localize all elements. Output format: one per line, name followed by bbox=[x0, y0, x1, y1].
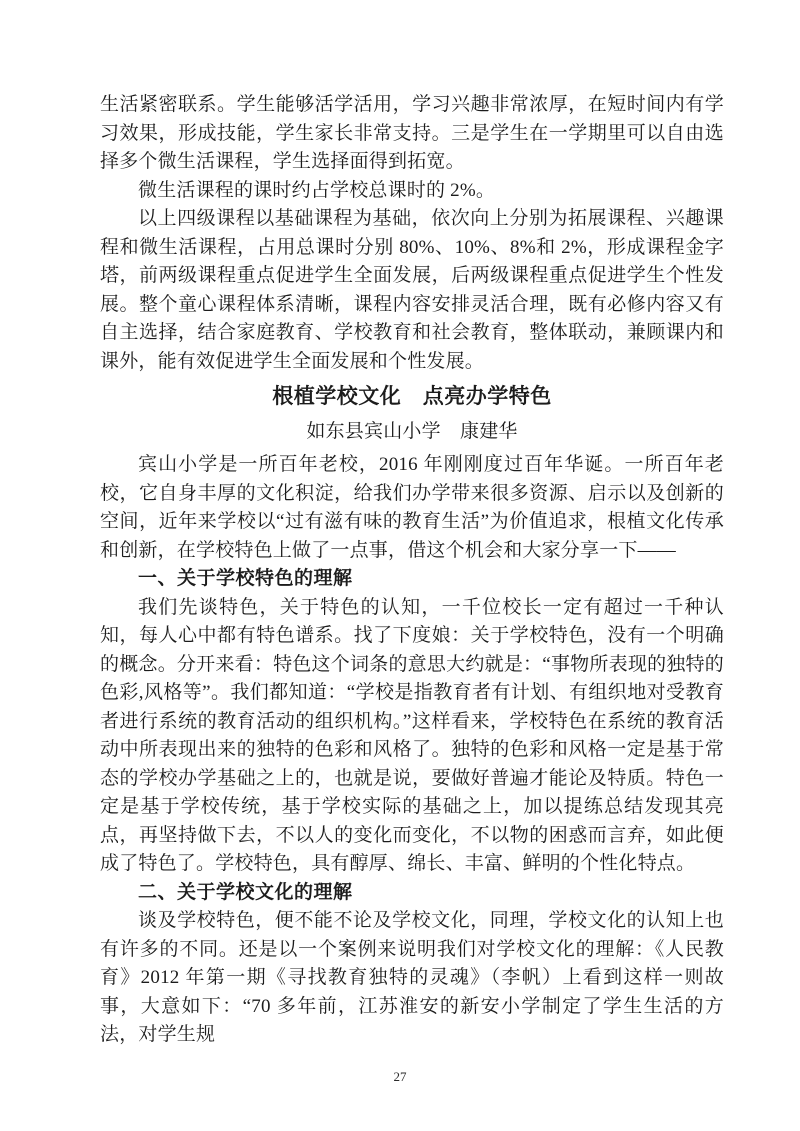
section-2-heading: 二、关于学校文化的理解 bbox=[138, 881, 353, 903]
page-number: 27 bbox=[393, 1069, 407, 1084]
article-byline: 如东县宾山小学 康建华 bbox=[306, 421, 518, 442]
paragraph-course-pyramid: 以上四级课程以基础课程为基础，依次向上分别为拓展课程、兴趣课程和微生活课程，占用总课时分别 80%、10%、8%和 2%，形成课程金字塔，前两级课程重点促进学生全面发展，后两级课程重点促进学生个性发展。整个童心课程体系清晰，课程内容安排灵活合理，既有必修内容又有自主选择，结合家庭教育、学校教育和社会教育，整体联动，兼顾课内和课外，能有效促进学生全面发展和个性发展。 bbox=[100, 208, 724, 372]
section-1-heading: 一、关于学校特色的理解 bbox=[138, 568, 353, 589]
section-1-paragraph: 我们先谈特色，关于特色的认知，一千位校长一定有超过一千种认知，每人心中都有特色谱系。找了下度娘：关于学校特色，没有一个明确的概念。分开来看：特色这个词条的意思大约就是：“事物所表现的独特的色彩,风格等”。我们都知道：“学校是指教育者有计划、有组织地对受教育者进行系统的教育活动的组织机构。”这样看来，学校特色在系统的教育活动中所表现出来的独特的色彩和风格了。独特的色彩和风格一定是基于常态的学校办学基础之上的，也就是说，要做好普遍才能论及特质。特色一定是基于学校传统，基于学校实际的基础之上，加以提练总结发现其亮点，再坚持做下去，不以人的变化而变化，不以物的困惑而言弃，如此便成了特色了。学校特色，具有醇厚、绵长、丰富、鲜明的个性化特点。 bbox=[100, 596, 724, 874]
section-2-paragraph: 谈及学校特色，便不能不论及学校文化，同理，学校文化的认知上也有许多的不同。还是以一个案例来说明我们对学校文化的理解：《人民教育》2012 年第一期《寻找教育独特的灵魂》（李帆）上看到这样一则故事，大意如下：“70 多年前，江苏淮安的新安小学制定了学生生活的方法，对学生规 bbox=[100, 910, 724, 1045]
intro-paragraph: 宾山小学是一所百年老校，2016 年刚刚度过百年华诞。一所百年老校，它自身丰厚的文化积淀，给我们办学带来很多资源、启示以及创新的空间，近年来学校以“过有滋有味的教育生活”为价值追求，根植文化传承和创新，在学校特色上做了一点事，借这个机会和大家分享一下—— bbox=[100, 454, 724, 561]
page-body bbox=[100, 91, 724, 1050]
paragraph-course-hours: 微生活课程的课时约占学校总课时的 2%。 bbox=[138, 179, 496, 201]
paragraph-continuation: 生活紧密联系。学生能够活学活用，学习兴趣非常浓厚，在短时间内有学习效果，形成技能，学生家长非常支持。三是学生在一学期里可以自由选择多个微生活课程，学生选择面得到拓宽。 bbox=[100, 94, 724, 172]
article-title: 根植学校文化 点亮办学特色 bbox=[272, 385, 552, 408]
